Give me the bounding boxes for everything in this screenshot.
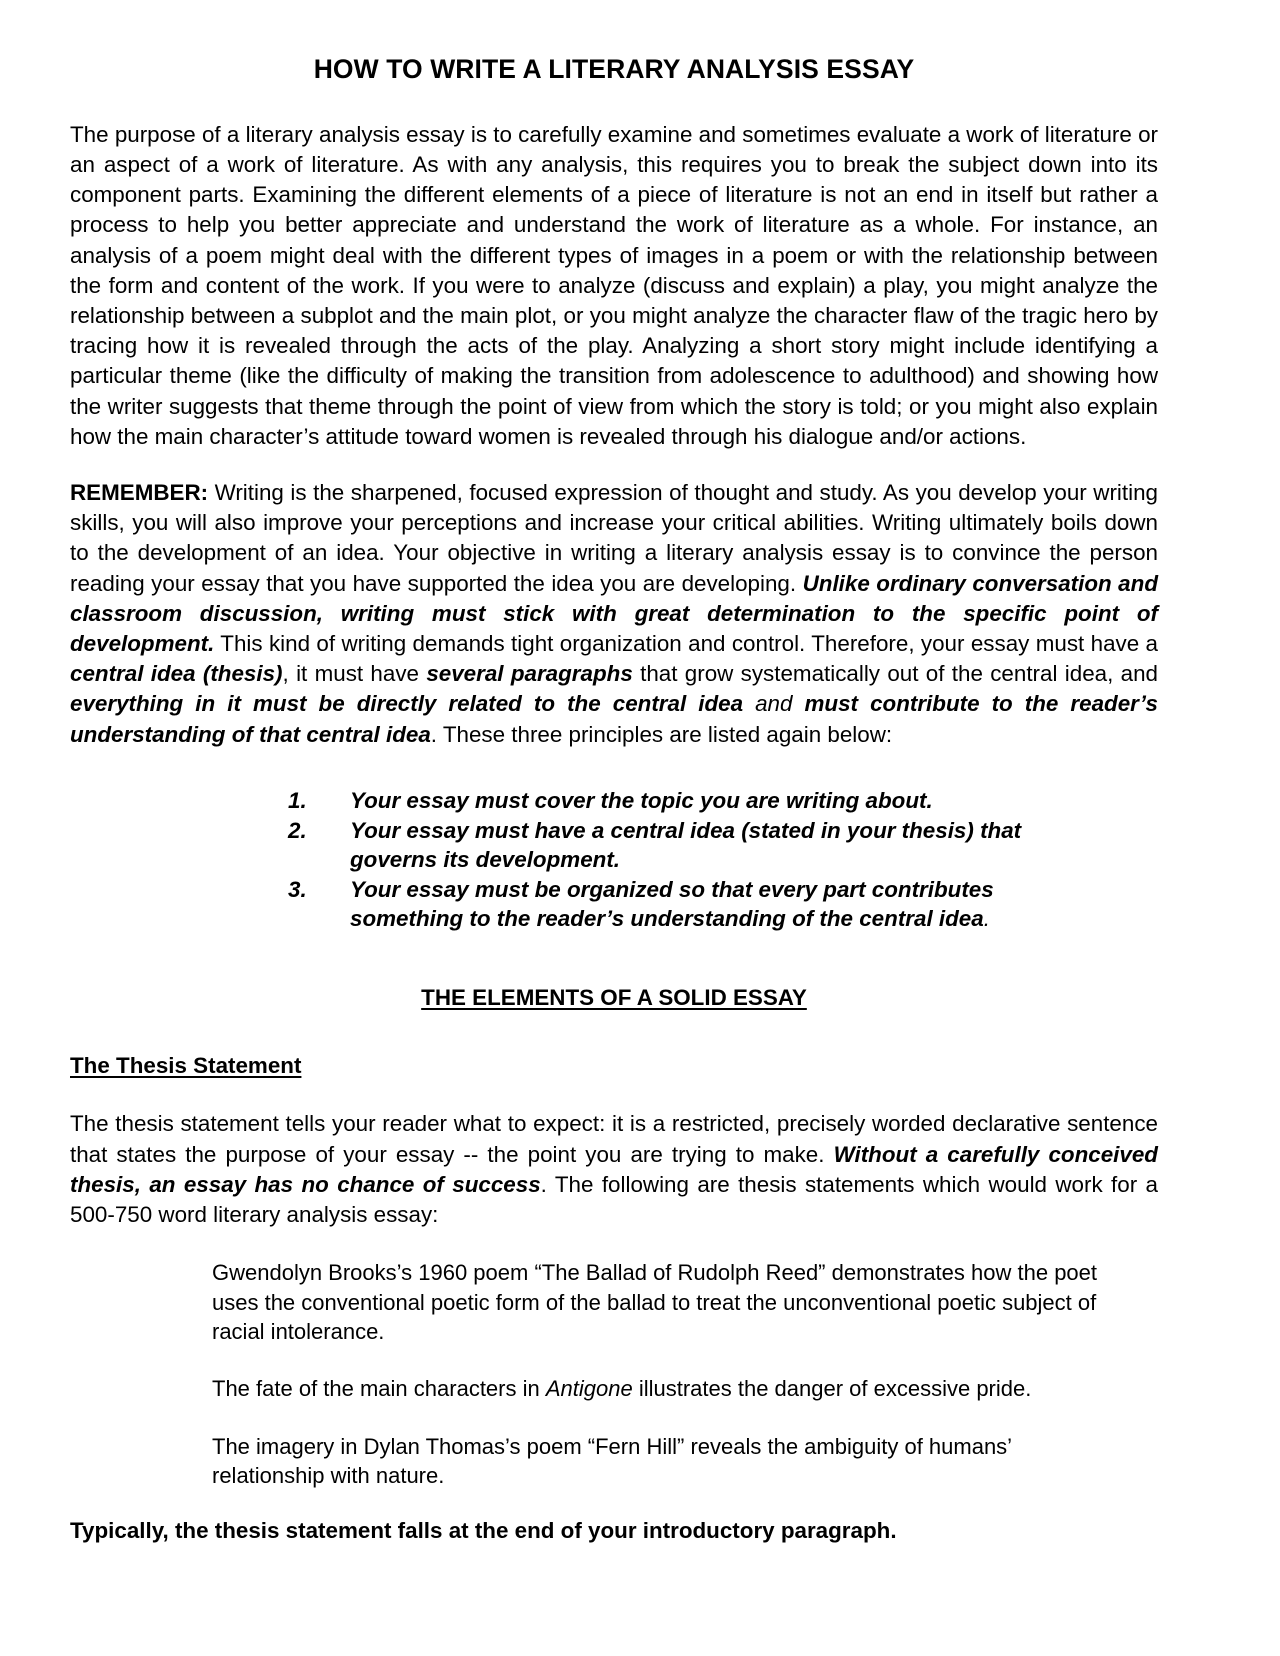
example-text-before: The imagery in Dylan Thomas’s poem “Fern Hill” reveals the ambiguity of humans’ relationship with nature. [212,1433,1012,1489]
example-text-after: illustrates the danger of excessive pride. [632,1376,1032,1402]
remember-emphasis-2: central idea (thesis) [70,661,283,687]
remember-paragraph [70,478,1158,750]
thesis-paragraph [70,1109,1158,1230]
list-item-number: 1. [288,787,307,813]
thesis-example-2 [212,1374,1117,1403]
remember-emphasis-5: must contribute to the reader’s understanding of that central idea [70,691,1158,747]
remember-segment-2: This kind of writing demands tight organization and control. Therefore, your essay must have a [214,631,1158,657]
spacer [70,1079,1158,1109]
subsection-heading: The Thesis Statement [70,1053,302,1079]
remember-segment-3: , it must have [282,661,427,687]
thesis-emphasis: Without a carefully conceived thesis, an essay has no chance of success [70,1141,1158,1197]
remember-emphasis-1: Unlike ordinary conversation and classroom discussion, writing must stick with great determination to the specific point of development. [70,570,1158,657]
spacer [70,86,1158,120]
list-item-text [350,786,1060,815]
page-title: HOW TO WRITE A LITERARY ANALYSIS ESSAY [313,54,915,84]
example-text-before: Gwendolyn Brooks’s 1960 poem “The Ballad of Rudolph Reed” demonstrates how the poet uses the conventional poetic form of the ballad to treat the unconventional poetic subject of racial intolerance. [212,1260,1098,1345]
thesis-examples [212,1258,1117,1490]
spacer [70,750,1158,786]
spacer [70,1230,1158,1258]
list-item [70,816,1158,874]
example-text-before: The fate of the main characters in [212,1376,546,1402]
list-item-main: Your essay must cover the topic you are writing about. [350,787,933,813]
intro-paragraph: The purpose of a literary analysis essay is to carefully examine and sometimes evaluate a work of literature or an aspect of a work of literature. As with any analysis, this requires you to break the subject down into its component parts. Examining the different elements of a piece of literature is not an end in itself but rather a process to help you better appreciate and understand the work of literature as a whole. For instance, an analysis of a poem might deal with the different types of images in a poem or with the relationship between the form and content of the work. If you were to analyze (discuss and explain) a play, you might analyze the relationship between a subplot and the main plot, or you might analyze the character flaw of the tragic hero by tracing how it is revealed through the acts of the play. Analyzing a short story might include identifying a particular theme (like the difficulty of making the transition from adolescence to adulthood) and showing how the writer suggests that theme through the point of view from which the story is told; or you might also explain how the main character’s attitude toward women is revealed through his dialogue and/or actions. [70,121,1158,449]
remember-segment-5: and [743,691,805,717]
spacer [70,452,1158,478]
principles-list [70,786,1158,934]
list-item-main: Your essay must have a central idea (stated in your thesis) that governs its development. [350,817,1022,873]
thesis-example-1 [212,1258,1117,1346]
remember-segment-6: . These three principles are listed again below: [430,721,893,747]
remember-segment-1: Writing is the sharpened, focused expression of thought and study. As you develop your writing skills, you will also improve your perceptions and increase your critical abilities. Writing ultimately boils down to the development of an idea. Your objective in writing a literary analysis essay is to convince the person reading your essay that you have supported the idea you are developing. [70,480,1158,596]
list-item-text [350,875,1060,933]
list-item [70,786,1158,815]
remember-label: REMEMBER: [70,480,209,506]
spacer [212,1346,1117,1374]
list-item-number: 2. [288,817,307,843]
list-item-text [350,816,1060,874]
list-item-number: 3. [288,877,307,903]
thesis-example-3 [212,1432,1117,1491]
closing-statement: Typically, the thesis statement falls at the end of your introductory paragraph. [70,1518,897,1544]
spacer [212,1404,1117,1432]
thesis-segment-2: . The following are thesis statements which would work for a 500-750 word literary analysis essay: [70,1171,1159,1228]
remember-emphasis-4: everything in it must be directly related to the central idea [70,691,744,717]
remember-emphasis-3: several paragraphs [426,661,633,687]
list-item-tail: . [983,906,990,932]
list-item-main: Your essay must be organized so that every part contributes something to the reader’s understanding of the central idea [350,877,994,932]
remember-segment-4: that grow systematically out of the central idea, and [632,661,1159,687]
example-text-italic: Antigone [545,1376,633,1402]
thesis-segment-1: The thesis statement tells your reader what to expect: it is a restricted, precisely worded declarative sentence that states the purpose of your essay -- the point you are trying to make. [70,1111,1158,1167]
spacer [70,1011,1158,1053]
spacer [70,1490,1158,1516]
list-item [70,875,1158,933]
section-heading: THE ELEMENTS OF A SOLID ESSAY [421,985,807,1011]
spacer [70,933,1158,985]
